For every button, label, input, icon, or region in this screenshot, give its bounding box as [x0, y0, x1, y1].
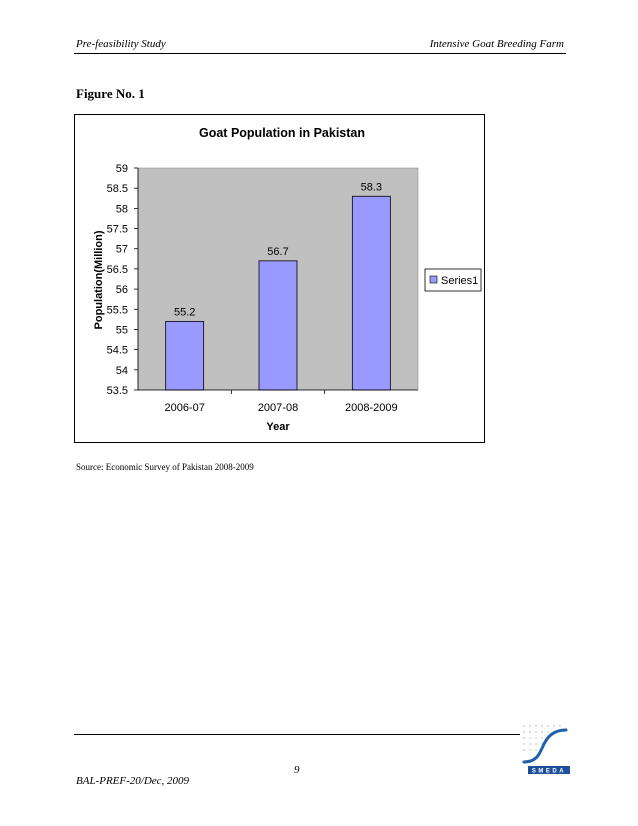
y-tick-label: 55.5 — [106, 304, 128, 317]
y-tick-label: 57 — [115, 243, 128, 256]
y-tick-label: 53.5 — [106, 385, 128, 397]
y-tick-label: 58.5 — [106, 183, 128, 196]
y-tick-label: 56 — [115, 284, 128, 297]
y-tick-label: 54 — [115, 364, 128, 377]
figure-label: Figure No. 1 — [76, 86, 145, 101]
x-axis-label: Year — [266, 421, 290, 433]
bar-data-label: 56.7 — [267, 245, 289, 258]
footer-rule — [74, 734, 520, 735]
bar — [352, 196, 390, 390]
legend-label: Series1 — [441, 275, 479, 287]
bar — [259, 261, 297, 390]
x-tick-label: 2008-2009 — [345, 402, 398, 414]
header-right: Intensive Goat Breeding Farm — [429, 38, 564, 50]
y-tick-label: 55 — [115, 324, 128, 337]
header-rule — [74, 53, 566, 54]
y-tick-label: 58 — [115, 203, 128, 216]
legend — [425, 269, 481, 291]
y-axis-label: Population(Million) — [93, 230, 105, 330]
smeda-logo — [520, 722, 572, 776]
y-tick-label: 57.5 — [106, 223, 128, 236]
y-tick-label: 59 — [115, 163, 128, 175]
chart-frame — [74, 114, 485, 443]
footer-doc-ref: BAL-PREF-20/Dec, 2009 — [76, 775, 190, 787]
source-note: Source: Economic Survey of Pakistan 2008-2009 — [76, 462, 254, 472]
bar — [166, 321, 204, 390]
x-axis — [138, 390, 418, 414]
bar-data-label: 58.3 — [360, 181, 383, 194]
bar-chart — [75, 115, 484, 442]
bar-data-label: 55.2 — [173, 306, 196, 319]
header-left: Pre-feasibility Study — [76, 38, 166, 50]
x-tick-label: 2007-08 — [257, 402, 299, 414]
y-axis — [107, 163, 138, 397]
y-tick-label: 54.5 — [106, 344, 128, 357]
y-tick-label: 56.5 — [106, 263, 128, 276]
logo-text: SMEDA — [531, 768, 567, 775]
chart-title: Goat Population in Pakistan — [199, 126, 365, 140]
legend-swatch — [430, 276, 437, 283]
x-tick-label: 2006-07 — [164, 402, 205, 414]
page-number: 9 — [294, 764, 300, 776]
